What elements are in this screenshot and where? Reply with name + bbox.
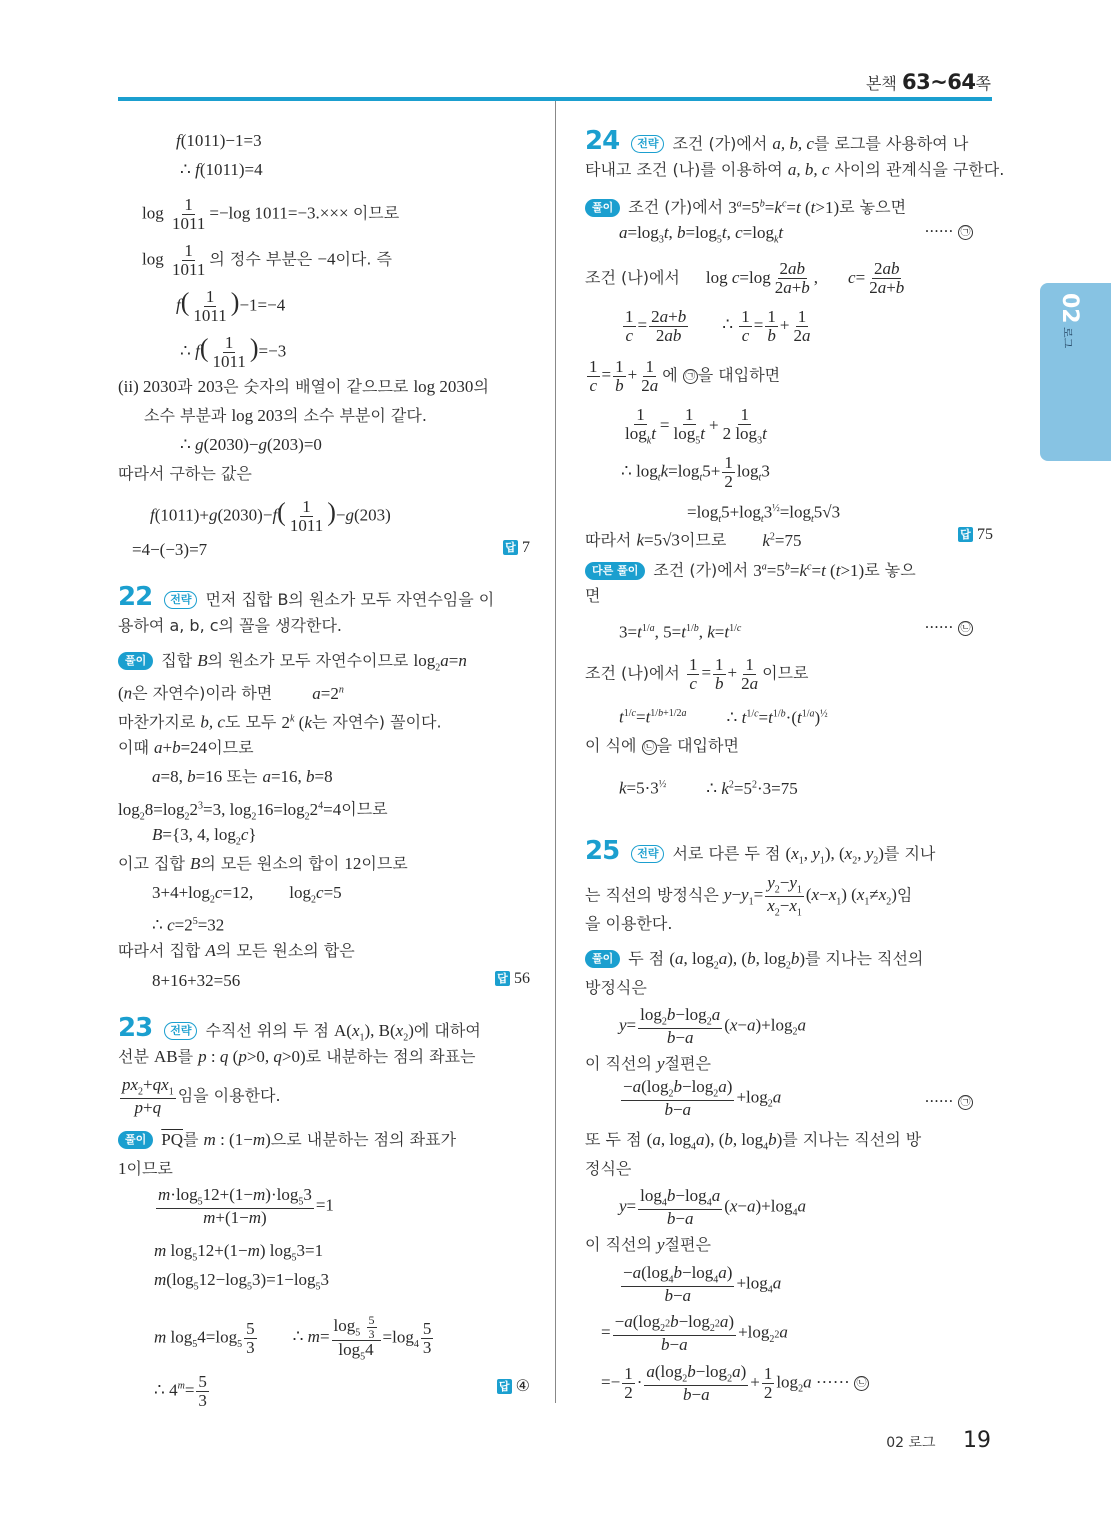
- problem-24-alt-solution: 다른 풀이 조건 (가)에서 $3^a=5^b=k^c=t$ (t>1)로 놓으: [585, 556, 916, 582]
- math-line: $k=5\cdot 3^{\frac{1}{2}}$ ∴ $k^2=5^2\cdot 3=75$: [619, 778, 798, 798]
- alt-solution-badge: 다른 풀이: [585, 562, 645, 580]
- text-line: 타내고 조건 (나)를 이용하여 a, b, c 사이의 관계식을 구한다.: [585, 160, 1005, 179]
- answer-icon: 답: [495, 971, 510, 986]
- math-line: ∴ f(1011)=4: [180, 160, 263, 179]
- equation-marker: ······ ㉠: [925, 1092, 973, 1110]
- answer-21: 답 7: [503, 539, 530, 557]
- text-line: 또 두 점 (a, $\log_4a$), (b, $\log_4b$)를 지나는 직선의 방: [585, 1130, 922, 1153]
- problem-number: 23: [118, 1013, 153, 1043]
- text-line: 따라서 구하는 값은: [118, 464, 252, 483]
- text-line: 면: [585, 586, 601, 605]
- problem-25-strategy: 25 전략 서로 다른 두 점 ($x_1$, $y_1$), ($x_2$, $y_2$)를 지나: [585, 836, 936, 867]
- math-line: $\frac{1}{\log_kt}$ = $\frac{1}{\log_5t}$ + $\frac{1}{2 \log_3t}$: [625, 405, 767, 447]
- strategy-badge: 전략: [631, 845, 664, 863]
- page-ref-range: 63~64: [901, 70, 976, 94]
- text-line: (ii) 2030과 203은 숫자의 배열이 같으므로 log 2030의: [118, 377, 489, 396]
- answer-icon: 답: [497, 1379, 512, 1394]
- math-line: ∴ $4^m=$ $\frac{5}{3}$: [154, 1372, 207, 1410]
- problem-23-solution: 풀이 $\overline{PQ}$를 m : (1−m)으로 내분하는 점의 좌표가: [118, 1129, 456, 1151]
- math-line: log $\frac{1}{1011}$ =−log 1011=−3.××× 이므로: [142, 195, 400, 233]
- text-line: 이 직선의 y절편은: [585, 1235, 711, 1254]
- text-line: 방정식은: [585, 978, 647, 997]
- circled-marker-2: ㉡: [854, 1376, 869, 1391]
- math-line: ∴ g(2030)−g(203)=0: [180, 435, 322, 454]
- answer-23: 답 ④: [497, 1376, 530, 1396]
- circled-marker-1: ㉠: [958, 225, 973, 240]
- text-line: 을 이용한다.: [585, 914, 673, 933]
- text-line: 용하여 a, b, c의 꼴을 생각한다.: [118, 616, 343, 635]
- solution-badge: 풀이: [118, 1131, 153, 1149]
- math-line: $3=t^{1/a}$, $5=t^{1/b}$, $k=t^{1/c}$: [619, 622, 742, 642]
- math-line: 따라서 k=5√3이므로 $k^2=75$: [585, 530, 802, 550]
- equation-marker: ······ ㉠: [925, 222, 973, 240]
- math-line: = $\frac{-a(\log_{2^2}b-\log_{2^2}a)}{b-a}$ $+\log_{2^2}a$: [601, 1312, 788, 1354]
- problem-22-strategy: 22 전략 먼저 집합 B의 원소가 모두 자연수임을 이: [118, 582, 495, 612]
- text-line: 이 직선의 y절편은: [585, 1054, 711, 1073]
- math-line: $\frac{1}{c}$ = $\frac{1}{b}$ + $\frac{1}{2a}$ 에 ㉠ 을 대입하면: [589, 357, 781, 395]
- text-line: $\frac{px_2+qx_1}{p+q}$ 임을 이용한다.: [122, 1075, 281, 1117]
- math-line: 조건 (나)에서 log c=log $\frac{2ab}{2a+b}$ , c= $\frac{2ab}{2a+b}$: [585, 259, 905, 297]
- math-line: y= $\frac{\log_4b-\log_4a}{b-a}$ $(x-a)+\log_4a$: [619, 1186, 806, 1228]
- problem-22-solution: 풀이 집합 B의 원소가 모두 자연수이므로 $\log_2a=n$: [118, 650, 467, 679]
- math-line: $t^{1/c}=t^{1/b+1/2a}$ ∴ $t^{1/c}=t^{1/b}\cdot(t^{1/a})^{\frac{1}{2}}$: [619, 707, 828, 727]
- math-line: $3+4+\log_2c=12$, $\log_2c=5$: [152, 883, 342, 906]
- answer-22: 답 56: [495, 970, 530, 988]
- solution-badge: 풀이: [585, 950, 620, 968]
- strategy-badge: 전략: [631, 135, 664, 153]
- problem-24-strategy: 24 전략 조건 (가)에서 a, b, c를 로그를 사용하여 나: [585, 126, 969, 156]
- page-ref-suffix: 쪽: [975, 74, 991, 93]
- problem-number: 25: [585, 836, 620, 866]
- page-ref-prefix: 본책: [865, 74, 897, 93]
- problem-23-strategy: 23 전략 수직선 위의 두 점 $A(x_1)$, $B(x_2)$에 대하여: [118, 1013, 481, 1044]
- text-line: (n은 자연수)이라 하면 $a=2^n$: [118, 683, 344, 703]
- solution-badge: 풀이: [118, 652, 153, 670]
- answer-24: 답 75: [958, 526, 993, 544]
- answer-icon: 답: [958, 527, 973, 542]
- equation-marker: ······ ㉡: [925, 618, 973, 636]
- math-line: =− $\frac{1}{2}$ · $\frac{a(\log_2b-\log_2a)}{b-a}$ + $\frac{1}{2}$ $\log_2a$ ······ ㉡: [601, 1363, 869, 1404]
- text-line: 이 식에 ㉡ 을 대입하면: [585, 736, 739, 755]
- math-line: ∴ f( $\frac{1}{1011}$ )=−3: [180, 333, 287, 371]
- chapter-number: 02: [1057, 293, 1082, 324]
- math-line: $=\log_t5+\log_t3^{\frac{1}{2}}=\log_t5√3$: [687, 502, 841, 526]
- answer-icon: 답: [503, 540, 518, 555]
- chapter-label: 로그: [1061, 327, 1074, 349]
- problem-number: 24: [585, 126, 620, 156]
- math-line: f(1011)−1=3: [176, 131, 262, 150]
- math-line: y= $\frac{\log_2b-\log_2a}{b-a}$ $(x-a)+\log_2a$: [619, 1005, 806, 1047]
- text-line: 1이므로: [118, 1159, 173, 1178]
- math-line: B={3, 4, $\log_2c$}: [152, 825, 257, 848]
- problem-24-solution: 풀이 조건 (가)에서 $3^a=5^b=k^c=t$ (t>1)로 놓으면: [585, 193, 906, 219]
- page-number: 19: [963, 1428, 991, 1453]
- column-divider: [555, 101, 556, 1403]
- math-line: f(1011)+g(2030)−f( $\frac{1}{1011}$ )−g(203): [150, 497, 391, 535]
- text-line: 마찬가지로 b, c도 모두 2$^k$ (k는 자연수) 꼴이다.: [118, 712, 442, 732]
- text-line: 이때 a+b=24이므로: [118, 738, 254, 757]
- problem-number: 22: [118, 582, 153, 612]
- math-line: log $\frac{1}{1011}$ 의 정수 부분은 −4이다. 즉: [142, 241, 392, 279]
- math-line: $\frac{-a(\log_4b-\log_4a)}{b-a}$ $+\log_4a$: [623, 1263, 782, 1305]
- math-line: 8+16+32=56: [152, 971, 241, 990]
- math-line: ∴ $c=2^5=32$: [152, 915, 225, 935]
- text-line: 소수 부분과 log 203의 소수 부분이 같다.: [144, 406, 427, 425]
- math-line: 조건 (나)에서 $\frac{1}{c}$ = $\frac{1}{b}$ + $\frac{1}{2a}$ 이므로: [585, 655, 809, 693]
- strategy-badge: 전략: [164, 591, 197, 609]
- page-footer: [886, 1428, 991, 1453]
- math-line: $\log_28=\log_22^3=3$, $\log_216=\log_22^4=4$이므로: [118, 799, 388, 823]
- math-line: $\frac{m\cdot\log_512+(1-m)\cdot\log_53}{m+(1-m)}$ =1: [158, 1185, 334, 1227]
- strategy-badge: 전략: [164, 1022, 197, 1040]
- problem-25-solution: 풀이 두 점 (a, $\log_2a$), (b, $\log_2b$)를 지나는 직선의: [585, 948, 923, 977]
- math-line: m $\log_54=\log_5$ $\frac{5}{3}$ ∴ m= $\log_5$ $\frac{5}{3}$ $\log_54$ $=\log_4$ $\frac{5}{3}$: [154, 1313, 432, 1363]
- chapter-side-tab[interactable]: [1040, 283, 1111, 461]
- math-line: ∴ $\log_tk=\log_t5+$ $\frac{1}{2}$ $\log_t3$: [621, 453, 770, 491]
- text-line: 정식은: [585, 1159, 632, 1178]
- text-line: 선분 AB를 p : q (p>0, q>0)로 내분하는 점의 좌표는: [118, 1047, 476, 1066]
- solution-badge: 풀이: [585, 199, 620, 217]
- math-line: $\frac{1}{c}$ = $\frac{2a+b}{2ab}$ ∴ $\frac{1}{c}$ = $\frac{1}{b}$ + $\frac{1}{2a}$: [625, 307, 811, 345]
- math-line: m $\log_512+(1-m)$ $\log_53=1$: [154, 1241, 324, 1264]
- math-line: $a=\log_3t$, $b=\log_5t$, $c=\log_kt$: [619, 223, 784, 246]
- math-line: a=8, b=16 또는 a=16, b=8: [152, 767, 333, 786]
- math-line: $\frac{-a(\log_2b-\log_2a)}{b-a}$ $+\log_2a$: [623, 1077, 782, 1119]
- math-line: f( $\frac{1}{1011}$ )−1=−4: [176, 287, 286, 325]
- page-reference: [866, 70, 991, 94]
- text-line: 이고 집합 B의 모든 원소의 합이 12이므로: [118, 854, 408, 873]
- math-line: $m(\log_512-\log_53)=1-\log_53$: [154, 1270, 330, 1293]
- text-line: 따라서 집합 A의 모든 원소의 합은: [118, 941, 355, 960]
- circled-marker-2: ㉡: [958, 621, 973, 636]
- text-line: 는 직선의 방정식은 $y-y_1=$ $\frac{y_2-y_1}{x_2-x_1}$ $(x-x_1)$ $(x_1\ne x_2)$임: [585, 873, 913, 919]
- footer-chapter: 02 로그: [886, 1435, 936, 1451]
- math-line: =4−(−3)=7: [132, 540, 208, 559]
